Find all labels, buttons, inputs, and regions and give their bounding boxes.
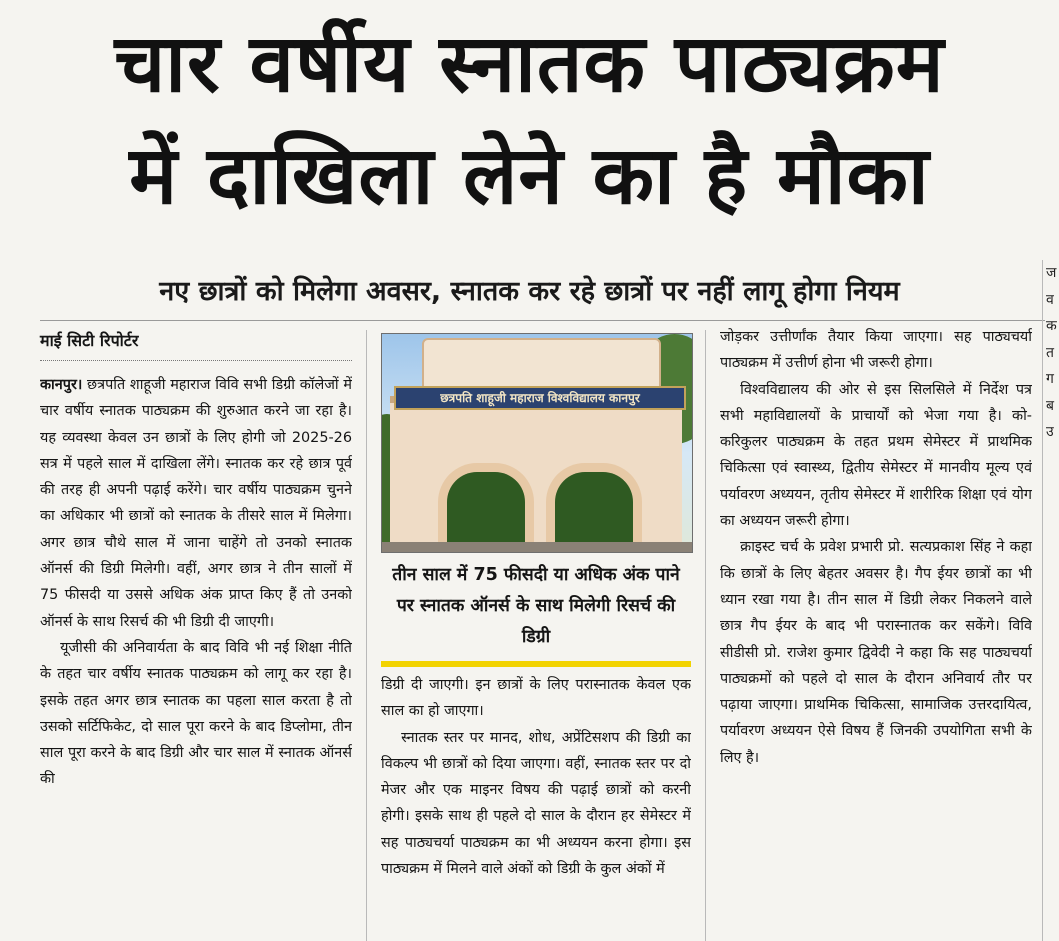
paragraph: विश्वविद्यालय की ओर से इस सिलसिले में निर्देश पत्र सभी महाविद्यालयों के प्राचार्यों को भेजा गया है। को-करिकुलर पाठ्यक्रम के तहत प्रथम सेमेस्टर में प्राथमिक चिकित्सा एवं स्वास्थ्य, द्वितीय सेमेस्टर में मानवीय मूल्य एवं पर्यावरण अध्ययन, तृतीय सेमेस्टर में शारीरिक शिक्षा एवं योग का अध्ययन जरूरी होगा। [720, 381, 1032, 530]
ground [382, 542, 692, 552]
column-divider [1042, 260, 1043, 941]
paragraph: क्राइस्ट चर्च के प्रवेश प्रभारी प्रो. सत्यप्रकाश सिंह ने कहा कि छात्रों के लिए बेहतर अवसर है। गैप ईयर छात्रों का भी ध्यान रखा गया है। तीन साल में डिग्री लेकर निकलने वाले छात्र गैप ईयर के बाद भी परास्नातक कर सकेंगे। विवि सीडीसी प्रो. राजेश कुमार द्विवेदी ने कहा कि सह पाठ्यचर्या पाठ्यक्रमों को पहले दो साल के दौरान अनिवार्य तौर पर पढ़ाया जाएगा। प्राथमिक चिकित्सा, सामाजिक उत्तरदायित्व, पर्यावरण अध्ययन ऐसे विषय हैं जिनकी उपयोगिता सभी के लिए है। [720, 539, 1032, 766]
column-3 [720, 324, 1032, 941]
byline: माई सिटी रिपोर्टर [40, 328, 352, 361]
paragraph: जोड़कर उत्तीर्णांक तैयार किया जाएगा। सह पाठ्यचर्या पाठ्यक्रम में उत्तीर्ण होना भी जरूरी होगा। [720, 329, 1032, 372]
paragraph-text: छत्रपति शाहूजी महाराज विवि सभी डिग्री कॉलेजों में चार वर्षीय स्नातक पाठ्यक्रम की शुरुआत करने जा रहा है। यह व्यवस्था केवल उन छात्रों के लिए होगी जो 2025-26 सत्र में पहले साल में दाखिला लेंगे। स्नातक कर रहे छात्र पूर्व की तरह ही अपनी पढ़ाई करेंगे। चार वर्षीय पाठ्यक्रम चुनने का अधिकार भी छात्रों को स्नातक के तीसरे साल में मिलेगा। अगर छात्र चौथे साल में जाना चाहेंगे तो उनको स्नातक ऑनर्स की डिग्री मिलेगी। वहीं, अगर छात्र ने तीन सालों में 75 फीसदी या उससे अधिक अंक प्राप्त किए हैं तो उनको ऑनर्स के साथ रिसर्च की भी डिग्री दी जाएगी। [40, 377, 352, 630]
paragraph [40, 372, 352, 635]
dateline: कानपुर। [40, 377, 83, 393]
pull-quote: तीन साल में 75 फीसदी या अधिक अंक पाने पर स्नातक ऑनर्स के साथ मिलेगी रिसर्च की डिग्री [392, 565, 680, 647]
paragraph: यूजीसी की अनिवार्यता के बाद विवि भी नई शिक्षा नीति के तहत चार वर्षीय स्नातक पाठ्यक्रम को लागू कर रहा है। इसके तहत अगर छात्र स्नातक का पहला साल करता है तो उसको सर्टिफिकेट, दो साल पूरा करने के बाद डिप्लोमा, तीन साल पूरा करने के बाद डिग्री और चार साल में स्नातक ऑनर्स की [40, 639, 352, 788]
column-1 [40, 372, 352, 941]
subheadline: नए छात्रों को मिलेगा अवसर, स्नातक कर रहे छात्रों पर नहीं लागू होगा नियम [159, 276, 900, 307]
university-gate-photo [381, 333, 693, 553]
gate [390, 396, 682, 553]
column-divider [705, 330, 706, 941]
column-2 [381, 672, 691, 941]
headline-line-1: चार वर्षीय स्नातक पाठ्यक्रम [114, 17, 945, 110]
gate-arch [438, 463, 534, 553]
gate-arch [546, 463, 642, 553]
headline-line-2: में दाखिला लेने का है मौका [129, 129, 930, 222]
top-divider [40, 320, 1045, 321]
university-signboard: छत्रपति शाहूजी महाराज विश्वविद्यालय कानपुर [394, 386, 686, 410]
adjacent-article-edge: ज व क त ग ब उ [1046, 265, 1057, 440]
headline [0, 8, 1059, 232]
paragraph: स्नातक स्तर पर मानद, शोध, अप्रेंटिसशप की डिग्री का विकल्प भी छात्रों को दिया जाएगा। वहीं, स्नातक स्तर पर दो मेजर और एक माइनर विषय की पढ़ाई छात्रों को करनी होगी। इसके साथ ही पहले दो साल के दौरान हर सेमेस्टर में सह पाठ्यचर्या पाठ्यक्रम का भी अध्ययन करना होगा। इस पाठ्यक्रम में मिलने वाले अंकों को डिग्री के कुल अंकों में [381, 729, 691, 878]
paragraph: डिग्री दी जाएगी। इन छात्रों के लिए परास्नातक केवल एक साल का हो जाएगा। [381, 677, 691, 720]
column-divider [366, 330, 367, 941]
pull-quote-underline [381, 661, 691, 667]
